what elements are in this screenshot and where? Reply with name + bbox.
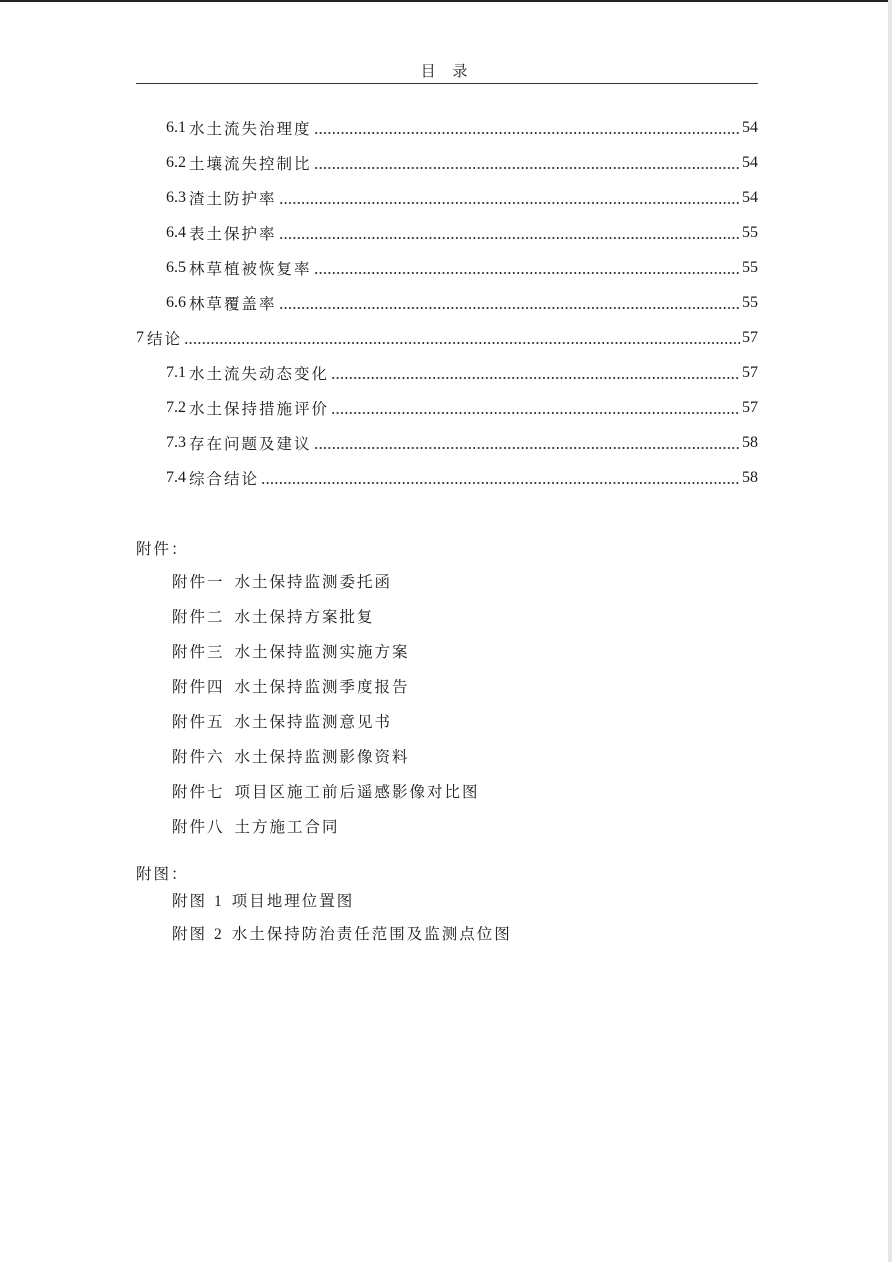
- toc-leader-dots: [331, 376, 740, 380]
- toc-entry[interactable]: [136, 250, 758, 285]
- toc-entry-title: 结论: [147, 329, 183, 348]
- attachment-item[interactable]: [172, 746, 480, 781]
- attachment-item[interactable]: [172, 571, 480, 606]
- toc-entry[interactable]: [136, 390, 758, 425]
- toc-entry-title: 表土保护率: [189, 224, 277, 243]
- toc-entry-number: 7.1: [166, 363, 186, 381]
- figure-number: 2: [213, 926, 222, 943]
- toc-entry-page: 55: [742, 258, 758, 276]
- toc-leader-dots: [314, 446, 740, 450]
- toc-entry[interactable]: [136, 145, 758, 180]
- attachment-title: 项目区施工前后遥感影像对比图: [234, 783, 480, 801]
- attachment-tag: 附件二: [172, 608, 225, 626]
- toc-entry-title: 林草植被恢复率: [189, 259, 312, 278]
- toc-leader-dots: [261, 481, 740, 485]
- toc-entry-title: 水土保持措施评价: [189, 399, 330, 418]
- toc-entry-number: 7: [136, 328, 144, 346]
- toc-entry-title: 水土流失动态变化: [189, 364, 330, 383]
- toc-entry-number: 7.4: [166, 468, 186, 486]
- figures-label: 附图：: [136, 865, 189, 883]
- toc-entry[interactable]: [136, 285, 758, 320]
- attachment-title: 水土保持方案批复: [234, 608, 375, 626]
- attachment-tag: 附件一: [172, 573, 225, 591]
- toc-leader-dots: [314, 271, 740, 275]
- toc-entry[interactable]: [136, 180, 758, 215]
- attachment-tag: 附件三: [172, 643, 225, 661]
- figure-tag: 附图 2: [172, 925, 222, 943]
- toc-entry-title: 土壤流失控制比: [189, 154, 312, 173]
- toc-leader-dots: [279, 201, 740, 205]
- toc-entry-number: 6.3: [166, 188, 186, 206]
- toc-entry[interactable]: [136, 110, 758, 145]
- toc-entry[interactable]: [136, 460, 758, 495]
- attachment-item[interactable]: [172, 711, 480, 746]
- toc-leader-dots: [279, 236, 740, 240]
- toc-entry-page: 54: [742, 153, 758, 171]
- toc-entry-title: 存在问题及建议: [189, 434, 312, 453]
- toc-leader-dots: [314, 166, 740, 170]
- attachment-title: 水土保持监测季度报告: [234, 678, 410, 696]
- toc-entry-number: 6.1: [166, 118, 186, 136]
- toc-leader-dots: [279, 306, 740, 310]
- toc-entry-title: 水土流失治理度: [189, 119, 312, 138]
- toc-entry-title: 综合结论: [189, 469, 260, 488]
- table-of-contents: [136, 110, 758, 495]
- toc-entry-page: 57: [742, 398, 758, 416]
- figures-list: [172, 890, 512, 956]
- figure-item[interactable]: [172, 890, 512, 923]
- toc-entry-page: 57: [742, 328, 758, 346]
- toc-entry-page: 58: [742, 468, 758, 486]
- toc-entry-page: 55: [742, 293, 758, 311]
- attachment-item[interactable]: [172, 781, 480, 816]
- attachment-title: 水土保持监测实施方案: [234, 643, 410, 661]
- figure-item[interactable]: [172, 923, 512, 956]
- toc-entry-number: 7.2: [166, 398, 186, 416]
- toc-entry-number: 6.4: [166, 223, 186, 241]
- toc-entry-number: 6.2: [166, 153, 186, 171]
- attachment-tag: 附件八: [172, 818, 225, 836]
- toc-entry-title: 渣土防护率: [189, 189, 277, 208]
- attachment-item[interactable]: [172, 606, 480, 641]
- attachment-tag: 附件七: [172, 783, 225, 801]
- attachment-title: 水土保持监测意见书: [234, 713, 393, 731]
- toc-leader-dots: [314, 131, 740, 135]
- page-top-border: [0, 0, 892, 2]
- toc-entry-page: 54: [742, 188, 758, 206]
- toc-entry[interactable]: [136, 425, 758, 460]
- toc-entry-page: 58: [742, 433, 758, 451]
- toc-entry-number: 6.5: [166, 258, 186, 276]
- header-rule: [136, 83, 758, 84]
- figure-title: 水土保持防治责任范围及监测点位图: [231, 925, 512, 943]
- attachments-list: [172, 571, 480, 851]
- toc-entry[interactable]: [136, 355, 758, 390]
- toc-leader-dots: [331, 411, 740, 415]
- attachments-label: 附件：: [136, 540, 189, 558]
- toc-entry-number: 7.3: [166, 433, 186, 451]
- attachment-title: 土方施工合同: [234, 818, 340, 836]
- attachment-item[interactable]: [172, 676, 480, 711]
- attachment-title: 水土保持监测影像资料: [234, 748, 410, 766]
- attachment-tag: 附件五: [172, 713, 225, 731]
- toc-entry[interactable]: [136, 215, 758, 250]
- toc-entry[interactable]: [136, 320, 758, 355]
- attachment-title: 水土保持监测委托函: [234, 573, 393, 591]
- toc-entry-title: 林草覆盖率: [189, 294, 277, 313]
- figure-title: 项目地理位置图: [231, 892, 355, 910]
- toc-entry-page: 54: [742, 118, 758, 136]
- toc-entry-page: 57: [742, 363, 758, 381]
- toc-leader-dots: [184, 341, 740, 345]
- toc-entry-page: 55: [742, 223, 758, 241]
- attachment-tag: 附件六: [172, 748, 225, 766]
- toc-entry-number: 6.6: [166, 293, 186, 311]
- attachment-item[interactable]: [172, 641, 480, 676]
- attachment-tag: 附件四: [172, 678, 225, 696]
- figure-tag: 附图 1: [172, 892, 222, 910]
- attachment-item[interactable]: [172, 816, 480, 851]
- figure-number: 1: [213, 893, 222, 910]
- page-header-title: 目 录: [420, 62, 474, 80]
- page-right-edge: [888, 0, 892, 1262]
